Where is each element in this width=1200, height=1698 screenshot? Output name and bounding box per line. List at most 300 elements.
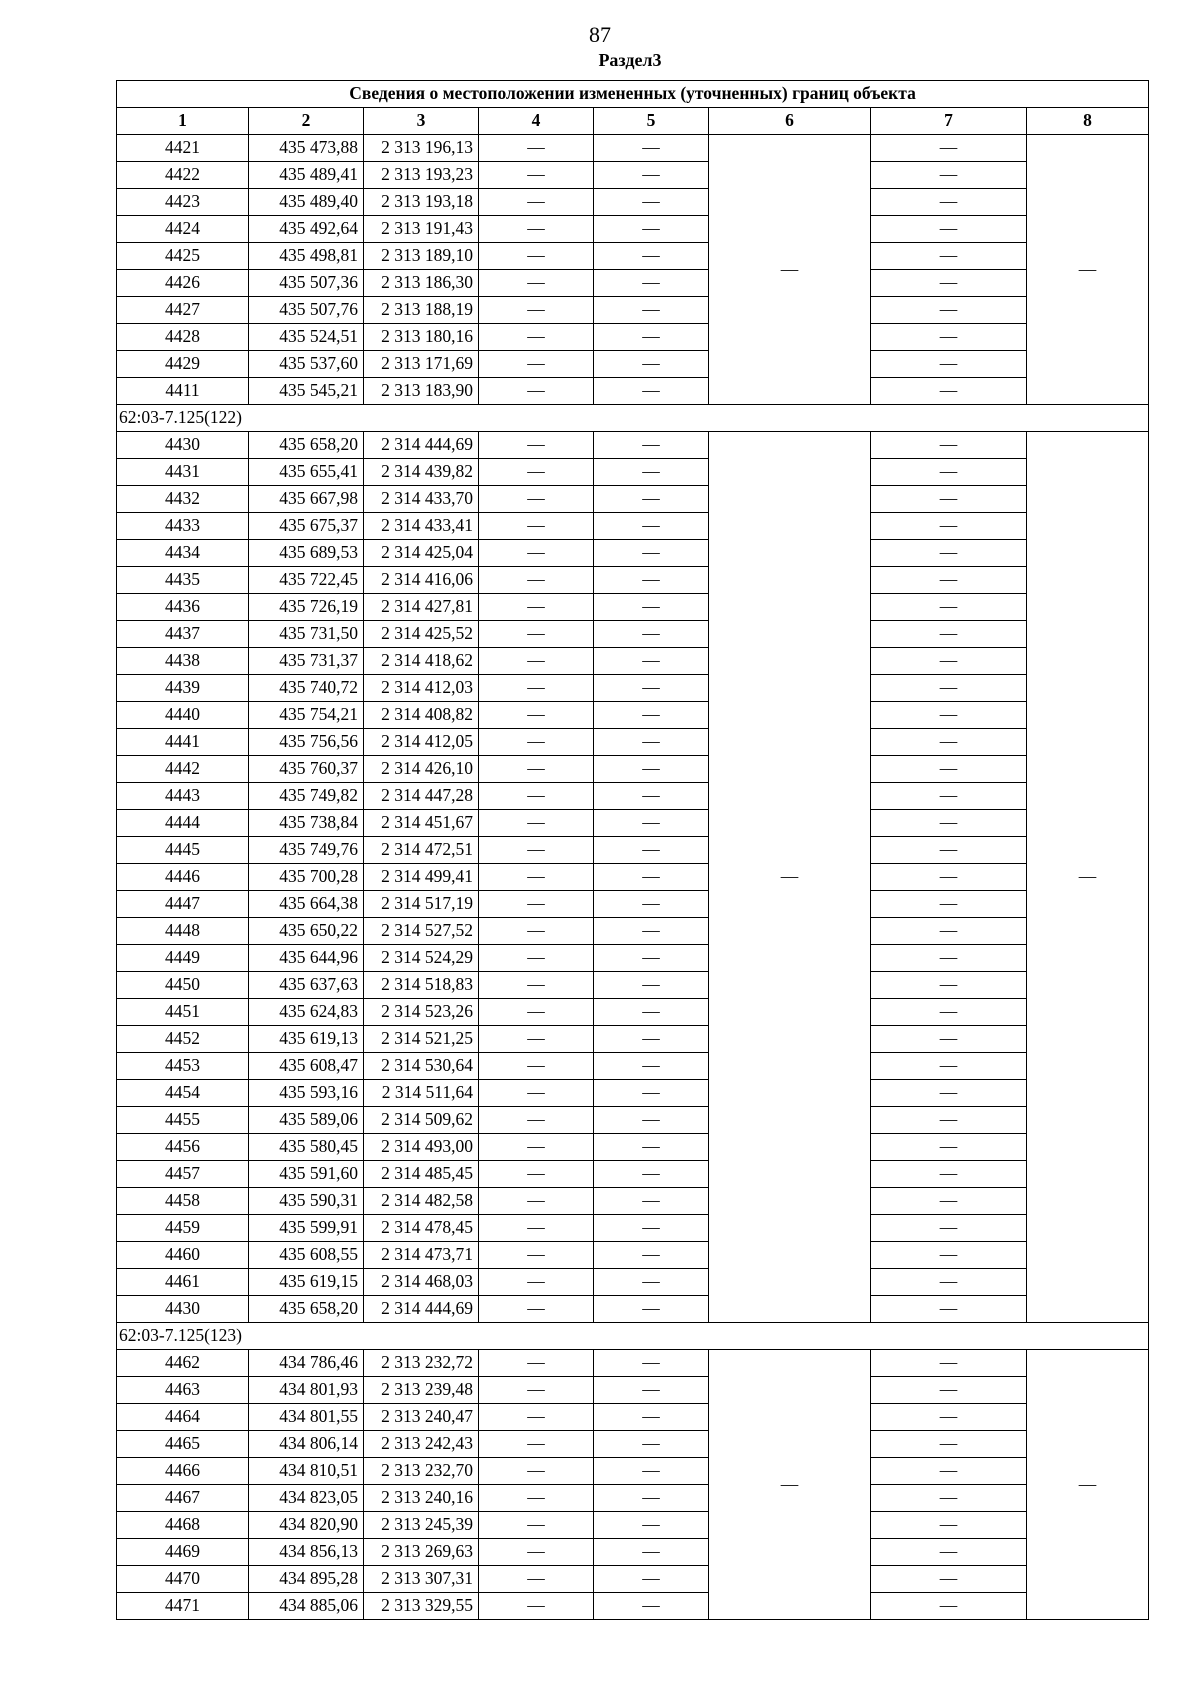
x-coordinate-cell: 434 895,28 bbox=[249, 1566, 364, 1593]
col5-cell: — bbox=[594, 945, 709, 972]
x-coordinate-cell: 435 507,36 bbox=[249, 270, 364, 297]
point-number-cell: 4448 bbox=[117, 918, 249, 945]
x-coordinate-cell: 435 740,72 bbox=[249, 675, 364, 702]
y-coordinate-cell: 2 313 242,43 bbox=[364, 1431, 479, 1458]
col7-cell: — bbox=[871, 1053, 1027, 1080]
col4-cell: — bbox=[479, 540, 594, 567]
table-row bbox=[117, 1377, 1149, 1404]
col5-cell: — bbox=[594, 594, 709, 621]
table-row bbox=[117, 351, 1149, 378]
point-number-cell: 4457 bbox=[117, 1161, 249, 1188]
y-coordinate-cell: 2 314 527,52 bbox=[364, 918, 479, 945]
col7-cell: — bbox=[871, 243, 1027, 270]
col4-cell: — bbox=[479, 1458, 594, 1485]
table-row bbox=[117, 1107, 1149, 1134]
y-coordinate-cell: 2 313 183,90 bbox=[364, 378, 479, 405]
x-coordinate-cell: 435 689,53 bbox=[249, 540, 364, 567]
x-coordinate-cell: 434 786,46 bbox=[249, 1350, 364, 1377]
y-coordinate-cell: 2 313 193,18 bbox=[364, 189, 479, 216]
col5-cell: — bbox=[594, 1107, 709, 1134]
table-row bbox=[117, 702, 1149, 729]
col4-cell: — bbox=[479, 432, 594, 459]
col5-cell: — bbox=[594, 135, 709, 162]
x-coordinate-cell: 435 619,13 bbox=[249, 1026, 364, 1053]
point-number-cell: 4411 bbox=[117, 378, 249, 405]
point-number-cell: 4437 bbox=[117, 621, 249, 648]
col7-cell: — bbox=[871, 1242, 1027, 1269]
col4-cell: — bbox=[479, 1350, 594, 1377]
col4-cell: — bbox=[479, 810, 594, 837]
y-coordinate-cell: 2 314 451,67 bbox=[364, 810, 479, 837]
col5-cell: — bbox=[594, 297, 709, 324]
col5-cell: — bbox=[594, 540, 709, 567]
col5-cell: — bbox=[594, 1269, 709, 1296]
y-coordinate-cell: 2 314 425,52 bbox=[364, 621, 479, 648]
y-coordinate-cell: 2 313 269,63 bbox=[364, 1539, 479, 1566]
col7-cell: — bbox=[871, 1269, 1027, 1296]
col4-cell: — bbox=[479, 999, 594, 1026]
y-coordinate-cell: 2 313 191,43 bbox=[364, 216, 479, 243]
y-coordinate-cell: 2 314 412,05 bbox=[364, 729, 479, 756]
col5-cell: — bbox=[594, 432, 709, 459]
col6-cell: — bbox=[709, 1350, 871, 1620]
x-coordinate-cell: 435 608,55 bbox=[249, 1242, 364, 1269]
col5-cell: — bbox=[594, 162, 709, 189]
table-row bbox=[117, 324, 1149, 351]
point-number-cell: 4442 bbox=[117, 756, 249, 783]
table-row bbox=[117, 459, 1149, 486]
x-coordinate-cell: 435 658,20 bbox=[249, 432, 364, 459]
table-row bbox=[117, 1539, 1149, 1566]
point-number-cell: 4454 bbox=[117, 1080, 249, 1107]
col4-cell: — bbox=[479, 891, 594, 918]
column-header: 1 bbox=[117, 108, 249, 135]
table-row bbox=[117, 1431, 1149, 1458]
col7-cell: — bbox=[871, 999, 1027, 1026]
y-coordinate-cell: 2 313 239,48 bbox=[364, 1377, 479, 1404]
col4-cell: — bbox=[479, 270, 594, 297]
col4-cell: — bbox=[479, 1512, 594, 1539]
col5-cell: — bbox=[594, 1458, 709, 1485]
point-number-cell: 4431 bbox=[117, 459, 249, 486]
col5-cell: — bbox=[594, 864, 709, 891]
col4-cell: — bbox=[479, 621, 594, 648]
point-number-cell: 4461 bbox=[117, 1269, 249, 1296]
col5-cell: — bbox=[594, 1026, 709, 1053]
y-coordinate-cell: 2 314 523,26 bbox=[364, 999, 479, 1026]
y-coordinate-cell: 2 314 433,70 bbox=[364, 486, 479, 513]
table-row bbox=[117, 1404, 1149, 1431]
table-row bbox=[117, 432, 1149, 459]
col7-cell: — bbox=[871, 351, 1027, 378]
point-number-cell: 4468 bbox=[117, 1512, 249, 1539]
y-coordinate-cell: 2 313 245,39 bbox=[364, 1512, 479, 1539]
col8-cell: — bbox=[1027, 1350, 1149, 1620]
x-coordinate-cell: 435 760,37 bbox=[249, 756, 364, 783]
y-coordinate-cell: 2 314 444,69 bbox=[364, 1296, 479, 1323]
y-coordinate-cell: 2 314 426,10 bbox=[364, 756, 479, 783]
col4-cell: — bbox=[479, 378, 594, 405]
col5-cell: — bbox=[594, 621, 709, 648]
point-number-cell: 4456 bbox=[117, 1134, 249, 1161]
y-coordinate-cell: 2 313 189,10 bbox=[364, 243, 479, 270]
point-number-cell: 4434 bbox=[117, 540, 249, 567]
col5-cell: — bbox=[594, 675, 709, 702]
col7-cell: — bbox=[871, 162, 1027, 189]
table-row bbox=[117, 918, 1149, 945]
y-coordinate-cell: 2 314 412,03 bbox=[364, 675, 479, 702]
col7-cell: — bbox=[871, 1431, 1027, 1458]
col4-cell: — bbox=[479, 837, 594, 864]
x-coordinate-cell: 435 658,20 bbox=[249, 1296, 364, 1323]
col4-cell: — bbox=[479, 1053, 594, 1080]
point-number-cell: 4458 bbox=[117, 1188, 249, 1215]
x-coordinate-cell: 435 700,28 bbox=[249, 864, 364, 891]
col7-cell: — bbox=[871, 1134, 1027, 1161]
col4-cell: — bbox=[479, 864, 594, 891]
column-header: 4 bbox=[479, 108, 594, 135]
x-coordinate-cell: 435 580,45 bbox=[249, 1134, 364, 1161]
y-coordinate-cell: 2 314 444,69 bbox=[364, 432, 479, 459]
col4-cell: — bbox=[479, 594, 594, 621]
col4-cell: — bbox=[479, 1404, 594, 1431]
col5-cell: — bbox=[594, 1593, 709, 1620]
col7-cell: — bbox=[871, 432, 1027, 459]
col7-cell: — bbox=[871, 1296, 1027, 1323]
point-number-cell: 4427 bbox=[117, 297, 249, 324]
table-row bbox=[117, 1026, 1149, 1053]
point-number-cell: 4459 bbox=[117, 1215, 249, 1242]
col7-cell: — bbox=[871, 297, 1027, 324]
y-coordinate-cell: 2 314 427,81 bbox=[364, 594, 479, 621]
col7-cell: — bbox=[871, 594, 1027, 621]
col7-cell: — bbox=[871, 1377, 1027, 1404]
table-row bbox=[117, 675, 1149, 702]
point-number-cell: 4444 bbox=[117, 810, 249, 837]
col5-cell: — bbox=[594, 837, 709, 864]
point-number-cell: 4445 bbox=[117, 837, 249, 864]
x-coordinate-cell: 435 545,21 bbox=[249, 378, 364, 405]
x-coordinate-cell: 435 749,76 bbox=[249, 837, 364, 864]
y-coordinate-cell: 2 313 307,31 bbox=[364, 1566, 479, 1593]
point-number-cell: 4464 bbox=[117, 1404, 249, 1431]
col4-cell: — bbox=[479, 945, 594, 972]
col5-cell: — bbox=[594, 1080, 709, 1107]
col4-cell: — bbox=[479, 1296, 594, 1323]
col5-cell: — bbox=[594, 1404, 709, 1431]
col5-cell: — bbox=[594, 1188, 709, 1215]
boundary-table bbox=[116, 80, 1149, 1620]
y-coordinate-cell: 2 313 240,47 bbox=[364, 1404, 479, 1431]
table-row bbox=[117, 486, 1149, 513]
col5-cell: — bbox=[594, 1053, 709, 1080]
x-coordinate-cell: 435 731,50 bbox=[249, 621, 364, 648]
col7-cell: — bbox=[871, 837, 1027, 864]
col7-cell: — bbox=[871, 945, 1027, 972]
column-header: 6 bbox=[709, 108, 871, 135]
col4-cell: — bbox=[479, 162, 594, 189]
table-row bbox=[117, 189, 1149, 216]
col5-cell: — bbox=[594, 486, 709, 513]
col5-cell: — bbox=[594, 1296, 709, 1323]
col5-cell: — bbox=[594, 783, 709, 810]
col4-cell: — bbox=[479, 351, 594, 378]
col5-cell: — bbox=[594, 351, 709, 378]
col7-cell: — bbox=[871, 135, 1027, 162]
col7-cell: — bbox=[871, 486, 1027, 513]
col4-cell: — bbox=[479, 486, 594, 513]
col7-cell: — bbox=[871, 189, 1027, 216]
point-number-cell: 4455 bbox=[117, 1107, 249, 1134]
table-body bbox=[117, 135, 1149, 1620]
y-coordinate-cell: 2 313 232,70 bbox=[364, 1458, 479, 1485]
col4-cell: — bbox=[479, 702, 594, 729]
col4-cell: — bbox=[479, 459, 594, 486]
table-row bbox=[117, 378, 1149, 405]
point-number-cell: 4439 bbox=[117, 675, 249, 702]
col5-cell: — bbox=[594, 648, 709, 675]
col8-cell: — bbox=[1027, 135, 1149, 405]
column-header: 7 bbox=[871, 108, 1027, 135]
col7-cell: — bbox=[871, 891, 1027, 918]
table-row bbox=[117, 1080, 1149, 1107]
column-header: 8 bbox=[1027, 108, 1149, 135]
col7-cell: — bbox=[871, 1404, 1027, 1431]
col5-cell: — bbox=[594, 567, 709, 594]
y-coordinate-cell: 2 314 425,04 bbox=[364, 540, 479, 567]
table-row bbox=[117, 162, 1149, 189]
column-header-row bbox=[117, 108, 1149, 135]
x-coordinate-cell: 435 524,51 bbox=[249, 324, 364, 351]
col5-cell: — bbox=[594, 216, 709, 243]
table-row bbox=[117, 243, 1149, 270]
y-coordinate-cell: 2 314 493,00 bbox=[364, 1134, 479, 1161]
col4-cell: — bbox=[479, 972, 594, 999]
col5-cell: — bbox=[594, 270, 709, 297]
col7-cell: — bbox=[871, 1350, 1027, 1377]
table-row bbox=[117, 945, 1149, 972]
table-row bbox=[117, 648, 1149, 675]
page-number: 87 bbox=[589, 22, 611, 47]
col4-cell: — bbox=[479, 729, 594, 756]
col4-cell: — bbox=[479, 1026, 594, 1053]
point-number-cell: 4424 bbox=[117, 216, 249, 243]
y-coordinate-cell: 2 314 433,41 bbox=[364, 513, 479, 540]
x-coordinate-cell: 435 537,60 bbox=[249, 351, 364, 378]
point-number-cell: 4430 bbox=[117, 1296, 249, 1323]
col7-cell: — bbox=[871, 864, 1027, 891]
point-number-cell: 4452 bbox=[117, 1026, 249, 1053]
col4-cell: — bbox=[479, 1377, 594, 1404]
point-number-cell: 4423 bbox=[117, 189, 249, 216]
table-row bbox=[117, 756, 1149, 783]
point-number-cell: 4428 bbox=[117, 324, 249, 351]
table-row bbox=[117, 1350, 1149, 1377]
table-row bbox=[117, 1188, 1149, 1215]
col4-cell: — bbox=[479, 1485, 594, 1512]
x-coordinate-cell: 435 738,84 bbox=[249, 810, 364, 837]
col4-cell: — bbox=[479, 675, 594, 702]
col7-cell: — bbox=[871, 702, 1027, 729]
column-header: 3 bbox=[364, 108, 479, 135]
point-number-cell: 4470 bbox=[117, 1566, 249, 1593]
col5-cell: — bbox=[594, 1215, 709, 1242]
x-coordinate-cell: 435 489,40 bbox=[249, 189, 364, 216]
x-coordinate-cell: 435 754,21 bbox=[249, 702, 364, 729]
table-row bbox=[117, 837, 1149, 864]
table-row bbox=[117, 864, 1149, 891]
y-coordinate-cell: 2 313 240,16 bbox=[364, 1485, 479, 1512]
col4-cell: — bbox=[479, 189, 594, 216]
y-coordinate-cell: 2 314 416,06 bbox=[364, 567, 479, 594]
col5-cell: — bbox=[594, 1431, 709, 1458]
table-row bbox=[117, 891, 1149, 918]
col7-cell: — bbox=[871, 1593, 1027, 1620]
col7-cell: — bbox=[871, 270, 1027, 297]
point-number-cell: 4440 bbox=[117, 702, 249, 729]
col7-cell: — bbox=[871, 675, 1027, 702]
col5-cell: — bbox=[594, 756, 709, 783]
point-number-cell: 4462 bbox=[117, 1350, 249, 1377]
col4-cell: — bbox=[479, 1161, 594, 1188]
point-number-cell: 4469 bbox=[117, 1539, 249, 1566]
point-number-cell: 4465 bbox=[117, 1431, 249, 1458]
col4-cell: — bbox=[479, 135, 594, 162]
x-coordinate-cell: 434 856,13 bbox=[249, 1539, 364, 1566]
col7-cell: — bbox=[871, 810, 1027, 837]
col5-cell: — bbox=[594, 459, 709, 486]
point-number-cell: 4421 bbox=[117, 135, 249, 162]
col5-cell: — bbox=[594, 1539, 709, 1566]
col4-cell: — bbox=[479, 1215, 594, 1242]
col5-cell: — bbox=[594, 189, 709, 216]
x-coordinate-cell: 435 591,60 bbox=[249, 1161, 364, 1188]
point-number-cell: 4463 bbox=[117, 1377, 249, 1404]
col4-cell: — bbox=[479, 216, 594, 243]
point-number-cell: 4438 bbox=[117, 648, 249, 675]
table-caption: Сведения о местоположении измененных (уточненных) границ объекта bbox=[117, 81, 1149, 108]
y-coordinate-cell: 2 314 509,62 bbox=[364, 1107, 479, 1134]
point-number-cell: 4432 bbox=[117, 486, 249, 513]
point-number-cell: 4426 bbox=[117, 270, 249, 297]
x-coordinate-cell: 435 593,16 bbox=[249, 1080, 364, 1107]
table-row bbox=[117, 567, 1149, 594]
column-header: 2 bbox=[249, 108, 364, 135]
y-coordinate-cell: 2 314 439,82 bbox=[364, 459, 479, 486]
point-number-cell: 4443 bbox=[117, 783, 249, 810]
col7-cell: — bbox=[871, 1458, 1027, 1485]
table-row bbox=[117, 783, 1149, 810]
table-row bbox=[117, 135, 1149, 162]
x-coordinate-cell: 434 823,05 bbox=[249, 1485, 364, 1512]
y-coordinate-cell: 2 314 517,19 bbox=[364, 891, 479, 918]
col5-cell: — bbox=[594, 891, 709, 918]
point-number-cell: 4447 bbox=[117, 891, 249, 918]
point-number-cell: 4435 bbox=[117, 567, 249, 594]
table-row bbox=[117, 1134, 1149, 1161]
col7-cell: — bbox=[871, 729, 1027, 756]
y-coordinate-cell: 2 314 468,03 bbox=[364, 1269, 479, 1296]
col7-cell: — bbox=[871, 324, 1027, 351]
x-coordinate-cell: 435 589,06 bbox=[249, 1107, 364, 1134]
col5-cell: — bbox=[594, 1350, 709, 1377]
col4-cell: — bbox=[479, 1188, 594, 1215]
y-coordinate-cell: 2 314 530,64 bbox=[364, 1053, 479, 1080]
y-coordinate-cell: 2 313 186,30 bbox=[364, 270, 479, 297]
table-row bbox=[117, 1053, 1149, 1080]
point-number-cell: 4436 bbox=[117, 594, 249, 621]
x-coordinate-cell: 435 749,82 bbox=[249, 783, 364, 810]
col5-cell: — bbox=[594, 324, 709, 351]
point-number-cell: 4422 bbox=[117, 162, 249, 189]
table-row bbox=[117, 1512, 1149, 1539]
col5-cell: — bbox=[594, 1566, 709, 1593]
column-header: 5 bbox=[594, 108, 709, 135]
x-coordinate-cell: 435 498,81 bbox=[249, 243, 364, 270]
y-coordinate-cell: 2 314 482,58 bbox=[364, 1188, 479, 1215]
y-coordinate-cell: 2 314 447,28 bbox=[364, 783, 479, 810]
section-title: Раздел3 bbox=[598, 50, 662, 70]
x-coordinate-cell: 434 801,55 bbox=[249, 1404, 364, 1431]
point-number-cell: 4467 bbox=[117, 1485, 249, 1512]
col5-cell: — bbox=[594, 729, 709, 756]
y-coordinate-cell: 2 314 518,83 bbox=[364, 972, 479, 999]
x-coordinate-cell: 435 590,31 bbox=[249, 1188, 364, 1215]
col5-cell: — bbox=[594, 1242, 709, 1269]
col4-cell: — bbox=[479, 648, 594, 675]
y-coordinate-cell: 2 314 521,25 bbox=[364, 1026, 479, 1053]
col4-cell: — bbox=[479, 297, 594, 324]
col6-cell: — bbox=[709, 432, 871, 1323]
col5-cell: — bbox=[594, 1485, 709, 1512]
y-coordinate-cell: 2 313 188,19 bbox=[364, 297, 479, 324]
y-coordinate-cell: 2 313 196,13 bbox=[364, 135, 479, 162]
col7-cell: — bbox=[871, 216, 1027, 243]
col4-cell: — bbox=[479, 243, 594, 270]
group-row bbox=[117, 405, 1149, 432]
point-number-cell: 4433 bbox=[117, 513, 249, 540]
y-coordinate-cell: 2 314 472,51 bbox=[364, 837, 479, 864]
table-row bbox=[117, 999, 1149, 1026]
col4-cell: — bbox=[479, 1269, 594, 1296]
x-coordinate-cell: 434 885,06 bbox=[249, 1593, 364, 1620]
x-coordinate-cell: 435 637,63 bbox=[249, 972, 364, 999]
x-coordinate-cell: 435 624,83 bbox=[249, 999, 364, 1026]
col4-cell: — bbox=[479, 513, 594, 540]
x-coordinate-cell: 435 492,64 bbox=[249, 216, 364, 243]
table-row bbox=[117, 540, 1149, 567]
x-coordinate-cell: 434 810,51 bbox=[249, 1458, 364, 1485]
y-coordinate-cell: 2 313 193,23 bbox=[364, 162, 479, 189]
col4-cell: — bbox=[479, 1242, 594, 1269]
col7-cell: — bbox=[871, 648, 1027, 675]
point-number-cell: 4471 bbox=[117, 1593, 249, 1620]
y-coordinate-cell: 2 314 511,64 bbox=[364, 1080, 479, 1107]
col5-cell: — bbox=[594, 378, 709, 405]
point-number-cell: 4429 bbox=[117, 351, 249, 378]
col4-cell: — bbox=[479, 783, 594, 810]
table-row bbox=[117, 729, 1149, 756]
point-number-cell: 4451 bbox=[117, 999, 249, 1026]
x-coordinate-cell: 435 756,56 bbox=[249, 729, 364, 756]
group-row bbox=[117, 1323, 1149, 1350]
col7-cell: — bbox=[871, 621, 1027, 648]
x-coordinate-cell: 435 507,76 bbox=[249, 297, 364, 324]
col4-cell: — bbox=[479, 1107, 594, 1134]
x-coordinate-cell: 435 608,47 bbox=[249, 1053, 364, 1080]
col7-cell: — bbox=[871, 567, 1027, 594]
x-coordinate-cell: 435 731,37 bbox=[249, 648, 364, 675]
